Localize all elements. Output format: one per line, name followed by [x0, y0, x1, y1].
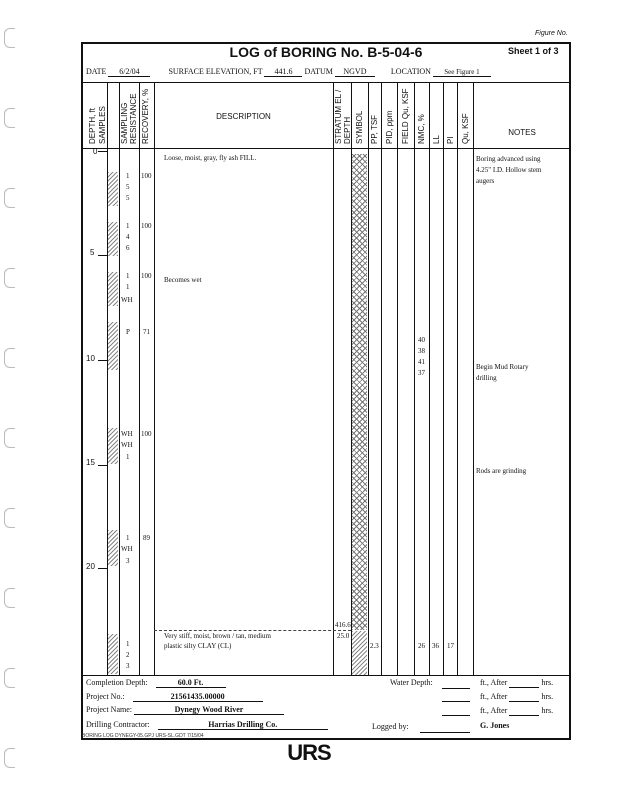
- pp-header: PP, TSF: [370, 114, 379, 144]
- recovery-value: 100: [141, 430, 152, 438]
- project-name-row: [86, 705, 284, 715]
- blow-count: 1: [126, 534, 130, 542]
- blow-count: 2: [126, 651, 130, 659]
- blow-count: 5: [126, 183, 130, 191]
- elevation-value: 441.6: [264, 67, 302, 77]
- hrs-label: hrs.: [541, 692, 554, 701]
- blow-count: 6: [126, 244, 130, 252]
- water-depth-blank: [442, 688, 470, 689]
- note-line: Begin Mud Rotary: [476, 363, 529, 371]
- depth-tick: 0: [93, 147, 98, 156]
- footer-divider: [81, 675, 571, 676]
- description-header: DESCRIPTION: [216, 112, 271, 121]
- logged-by-blank: [420, 732, 470, 733]
- after-row: [480, 692, 553, 702]
- note-line: 4.25" I.D. Hollow stem: [476, 166, 542, 174]
- nmc-value: 37: [418, 369, 425, 377]
- blow-count: 3: [126, 662, 130, 670]
- blow-count: 1: [126, 172, 130, 180]
- sheet-number: Sheet 1 of 3: [508, 46, 559, 56]
- sampling-resistance-header: SAMPLING RESISTANCE: [120, 93, 138, 144]
- sample-interval: [108, 322, 118, 370]
- after-label: ft., After: [480, 692, 508, 701]
- stratum-boundary: [154, 630, 351, 632]
- note-line: augers: [476, 177, 495, 185]
- completion-depth-row: [86, 678, 226, 688]
- pi-value: 17: [447, 642, 454, 650]
- col-divider: [457, 82, 458, 675]
- date-value: 6/2/04: [108, 67, 150, 77]
- note-text: [476, 362, 529, 384]
- urs-logo: URS: [287, 740, 331, 765]
- file-reference: BORING LOG DYNEGY-05.GPJ URS-SL.GDT 7/15/04: [82, 733, 204, 739]
- blow-count: 1: [126, 640, 130, 648]
- nmc-header: NMC, %: [417, 114, 426, 144]
- recovery-value: 100: [141, 272, 152, 280]
- notes-header: NOTES: [508, 128, 536, 137]
- note-line: Boring advanced using: [476, 155, 541, 163]
- binder-ring: [4, 428, 15, 448]
- completion-label: Completion Depth:: [86, 678, 148, 687]
- depth-tick-mark: [98, 465, 107, 466]
- binder-ring: [4, 268, 15, 288]
- binder-ring: [4, 508, 15, 528]
- logged-by-value: G. Jones: [480, 721, 510, 730]
- elevation-label: SURFACE ELEVATION, FT: [168, 67, 263, 76]
- after-label: ft., After: [480, 706, 508, 715]
- binder-ring: [4, 28, 15, 48]
- sample-interval: [108, 272, 118, 306]
- depth-tick-mark: [98, 360, 107, 361]
- binder-ring: [4, 108, 15, 128]
- binder-ring: [4, 348, 15, 368]
- blow-count: 4: [126, 233, 130, 241]
- ll-value: 36: [432, 642, 439, 650]
- col-divider: [107, 82, 108, 675]
- col-divider: [443, 82, 444, 675]
- col-divider: [154, 82, 155, 675]
- fill-symbol-pattern: [352, 154, 367, 630]
- figure-label: Figure No.: [535, 30, 568, 37]
- recovery-value: 89: [143, 534, 150, 542]
- after-row: [480, 678, 553, 688]
- sample-interval: [108, 530, 118, 566]
- depth-tick: 20: [86, 562, 95, 571]
- project-name-value: Dynegy Wood River: [134, 705, 284, 715]
- after-label: ft., After: [480, 678, 508, 687]
- header-info-row: [86, 67, 491, 77]
- stratum-header: STRATUM EL / DEPTH: [334, 89, 352, 144]
- blow-count: 5: [126, 194, 130, 202]
- blow-count: WH: [121, 296, 133, 304]
- blow-count: 1: [126, 272, 130, 280]
- sample-interval: [108, 428, 118, 464]
- binder-ring: [4, 668, 15, 688]
- depth-header: DEPTH, ft: [88, 107, 97, 144]
- description-text: Loose, moist, gray, fly ash FILL.: [164, 154, 257, 162]
- recovery-header: RECOVERY, %: [141, 88, 150, 144]
- ll-header: LL: [432, 135, 441, 144]
- blow-count: 1: [126, 453, 130, 461]
- blow-count: WH: [121, 545, 133, 553]
- location-value: See Figure 1: [433, 68, 491, 77]
- sample-interval: [108, 634, 118, 674]
- project-no-label: Project No.:: [86, 692, 125, 701]
- after-row: [480, 706, 553, 716]
- samples-header: SAMPLES: [98, 106, 107, 144]
- col-divider: [429, 82, 430, 675]
- blow-count: 1: [126, 222, 130, 230]
- description-text: Becomes wet: [164, 276, 202, 284]
- note-text: [476, 154, 541, 187]
- recovery-value: 100: [141, 222, 152, 230]
- project-number-row: [86, 692, 263, 702]
- project-no-value: 21561435.00000: [133, 692, 263, 702]
- nmc-value: 38: [418, 347, 425, 355]
- depth-tick-mark: [98, 151, 107, 152]
- pp-value: 2.3: [370, 642, 379, 650]
- col-divider: [414, 82, 415, 675]
- col-divider: [473, 82, 474, 675]
- col-divider: [119, 82, 120, 675]
- col-divider: [397, 82, 398, 675]
- clay-symbol-pattern: [352, 631, 367, 675]
- hrs-label: hrs.: [541, 678, 554, 687]
- contractor-label: Drilling Contractor:: [86, 720, 150, 729]
- description-text: Very stiff, moist, brown / tan, medium: [164, 632, 271, 640]
- nmc-value: 26: [418, 642, 425, 650]
- blow-count: P: [126, 328, 130, 336]
- blow-count: 3: [126, 557, 130, 565]
- contractor-value: Harrias Drilling Co.: [158, 720, 328, 730]
- blow-count: WH: [121, 441, 133, 449]
- location-label: LOCATION: [390, 67, 431, 76]
- datum-label: DATUM: [304, 67, 333, 76]
- datum-value: NGVD: [335, 67, 375, 77]
- depth-tick-mark: [98, 568, 107, 569]
- recovery-value: 71: [143, 328, 150, 336]
- recovery-value: 100: [141, 172, 152, 180]
- water-depth-blank: [442, 715, 470, 716]
- stratum-depth: 25.0: [337, 632, 350, 640]
- hrs-label: hrs.: [541, 706, 554, 715]
- nmc-value: 41: [418, 358, 425, 366]
- date-label: DATE: [86, 67, 107, 76]
- depth-tick: 5: [90, 248, 95, 257]
- pi-header: PI: [446, 136, 455, 144]
- blow-count: WH: [121, 430, 133, 438]
- water-depth-label: Water Depth:: [390, 678, 433, 687]
- depth-tick-mark: [98, 255, 107, 256]
- col-divider: [333, 82, 334, 675]
- col-divider: [139, 82, 140, 675]
- binder-ring: [4, 588, 15, 608]
- pid-header: PID, ppm: [385, 110, 394, 144]
- col-divider: [381, 82, 382, 675]
- contractor-row: [86, 720, 328, 730]
- field-qu-header: FIELD Qu, KSF: [401, 88, 410, 144]
- stratum-elevation: 416.6: [335, 621, 351, 629]
- blow-count: 1: [126, 283, 130, 291]
- logged-by-label: Logged by:: [372, 722, 409, 731]
- nmc-value: 40: [418, 336, 425, 344]
- log-title: LOG of BORING No. B-5-04-6: [229, 44, 423, 60]
- sample-interval: [108, 222, 118, 256]
- depth-tick: 15: [86, 458, 95, 467]
- project-name-label: Project Name:: [86, 705, 132, 714]
- sample-interval: [108, 172, 118, 206]
- note-line: Rods are grinding: [476, 467, 527, 475]
- qu-header: Qu, KSF: [461, 113, 470, 144]
- water-depth-blank: [442, 701, 470, 702]
- completion-value: 60.0 Ft.: [156, 678, 226, 688]
- col-divider: [368, 82, 369, 675]
- description-text: plastic silty CLAY (CL): [164, 642, 232, 650]
- binder-ring: [4, 188, 15, 208]
- note-line: drilling: [476, 374, 497, 382]
- symbol-header: SYMBOL: [355, 110, 364, 144]
- depth-tick: 10: [86, 354, 95, 363]
